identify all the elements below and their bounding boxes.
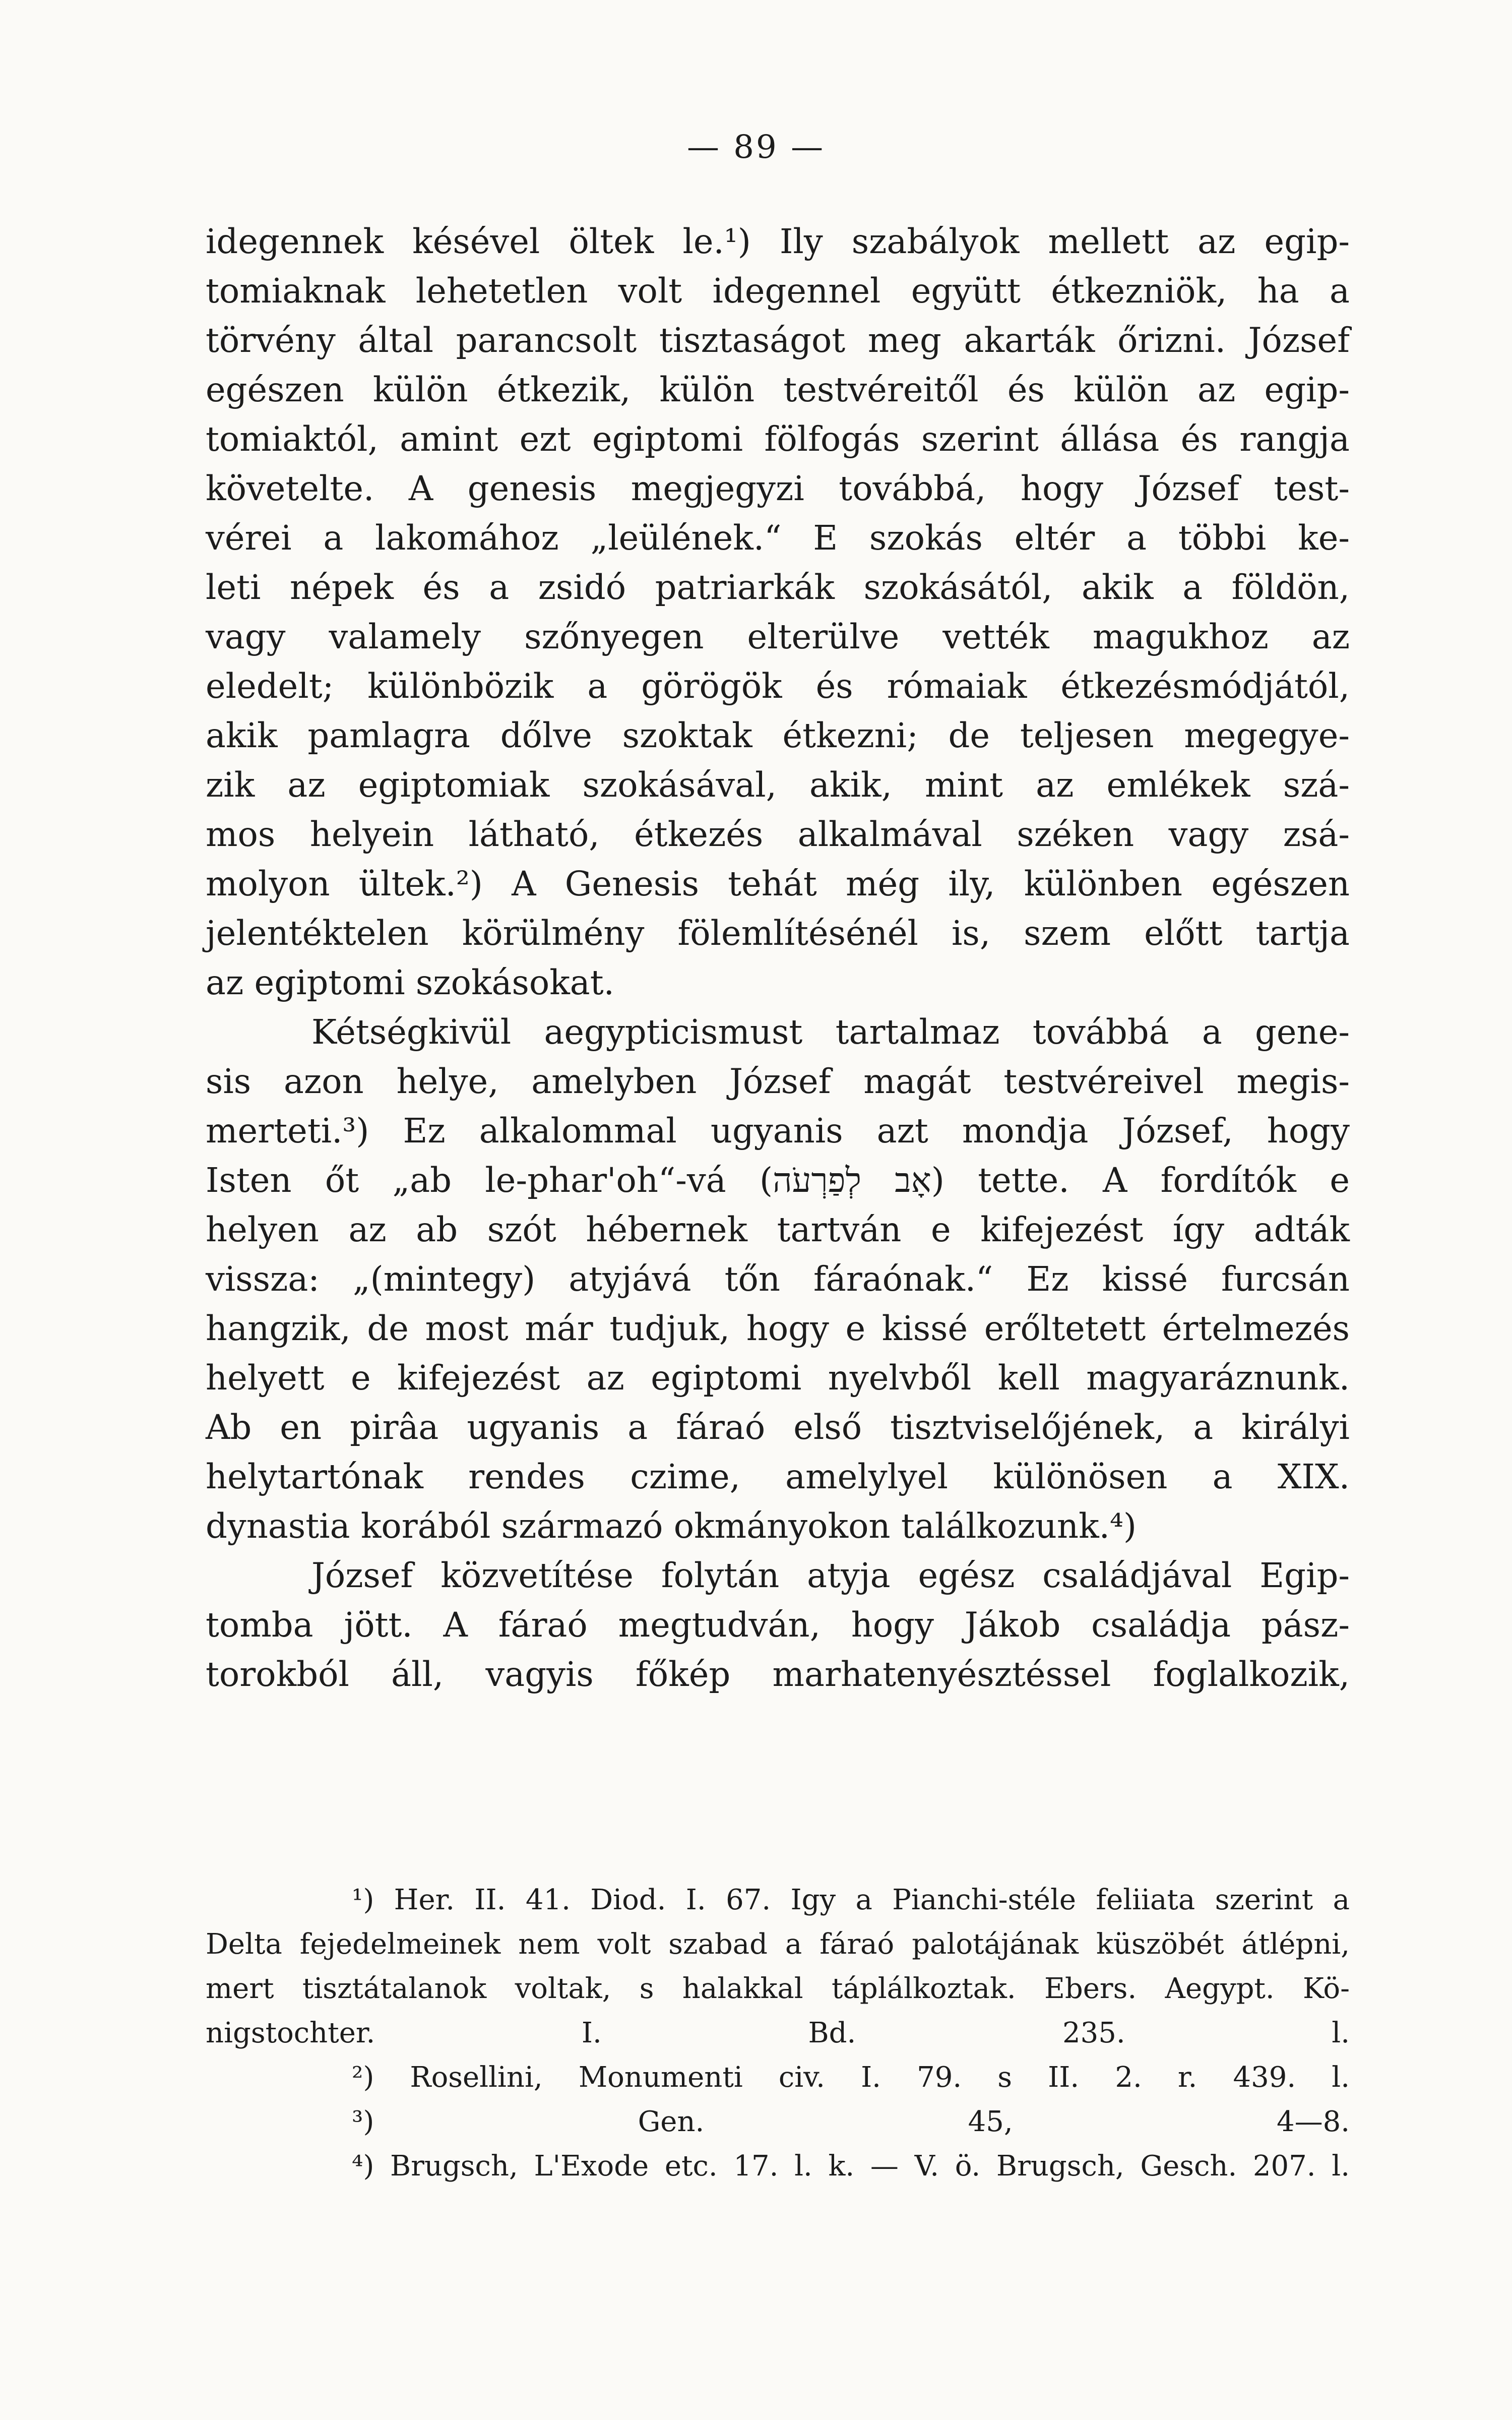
text-line: helyett e kifejezést az egiptomi nyelvből kell magyaráznunk. [206, 1358, 1350, 1398]
text-line: helyen az ab szót hébernek tartván e kifejezést így adták [206, 1210, 1350, 1249]
text-line: tomiaknak lehetetlen volt idegennel együtt étkezniök, ha a [206, 271, 1350, 311]
text-line: Ab en pirâa ugyanis a fáraó első tisztviselőjének, a királyi [206, 1408, 1350, 1447]
paragraph-2 [206, 1007, 1350, 1551]
text-line: idegennek késével öltek le.¹) Ily szabályok mellett az egip- [206, 222, 1350, 261]
text-line: Kétségkivül aegypticismust tartalmaz továbbá a gene- [311, 1012, 1350, 1052]
footnote-line: nigstochter. I. Bd. 235. l. [206, 2017, 1350, 2049]
text-line: zik az egiptomiak szokásával, akik, mint az emlékek szá- [206, 765, 1350, 805]
text-line: akik pamlagra dőlve szoktak étkezni; de teljesen megegye- [206, 716, 1350, 755]
text-line: tomba jött. A fáraó megtudván, hogy Jákob családja pász- [206, 1605, 1350, 1645]
text-line: vérei a lakomához „leülének.“ E szokás eltér a többi ke- [206, 518, 1350, 558]
footnote-line: ¹) Her. II. 41. Diod. I. 67. Igy a Pianchi-stéle feliiata szerint a [352, 1884, 1350, 1916]
text-line: József közvetítése folytán atyja egész családjával Egip- [311, 1556, 1350, 1595]
text-line: egészen külön étkezik, külön testvéreitől és külön az egip- [206, 370, 1350, 409]
text-line: dynastia korából származó okmányokon találkozunk.⁴) [206, 1506, 1137, 1546]
footnote-line: mert tisztátalanok voltak, s halakkal táplálkoztak. Ebers. Aegypt. Kö- [206, 1972, 1350, 2005]
text-line: törvény által parancsolt tisztaságot meg akarták őrizni. József [206, 321, 1350, 360]
footnote-line: ⁴) Brugsch, L'Exode etc. 17. l. k. — V. ö. Brugsch, Gesch. 207. l. [352, 2150, 1350, 2183]
page-number: — 89 — [686, 129, 826, 166]
paragraph-1 [206, 217, 1350, 1007]
text-line: Isten őt „ab le-phar'oh“-vá (אָב לְפַרְעֹה) tette. A fordítók e [206, 1161, 1350, 1200]
text-line: mos helyein látható, étkezés alkalmával széken vagy zsá- [206, 815, 1350, 854]
text-line: helytartónak rendes czime, amelylyel különösen a XIX. [206, 1457, 1350, 1496]
text-line: vissza: „(mintegy) atyjává tőn fáraónak.“ Ez kissé furcsán [206, 1259, 1350, 1299]
footnote-line: Delta fejedelmeinek nem volt szabad a fáraó palotájának küszöbét átlépni, [206, 1928, 1350, 1961]
text-line: hangzik, de most már tudjuk, hogy e kissé erőltetett értelmezés [206, 1309, 1350, 1348]
text-line: tomiaktól, amint ezt egiptomi fölfogás szerint állása és rangja [206, 419, 1350, 459]
text-line: sis azon helye, amelyben József magát testvéreivel megis- [206, 1062, 1350, 1101]
body-text [206, 217, 1350, 1699]
text-line: molyon ültek.²) A Genesis tehát még ily, különben egészen [206, 864, 1350, 903]
text-line: jelentéktelen körülmény fölemlítésénél is, szem előtt tartja [206, 914, 1350, 953]
text-line: torokból áll, vagyis főkép marhatenyésztéssel foglalkozik, [206, 1655, 1350, 1694]
footnote-line: ³) Gen. 45, 4—8. [352, 2105, 1350, 2138]
text-line: eledelt; különbözik a görögök és rómaiak étkezésmódjától, [206, 667, 1350, 706]
footnote-line: ²) Rosellini, Monumenti civ. I. 79. s II. 2. r. 439. l. [352, 2061, 1350, 2094]
text-line: követelte. A genesis megjegyzi továbbá, hogy József test- [206, 469, 1350, 508]
footnotes [206, 1878, 1350, 2189]
paragraph-3 [206, 1551, 1350, 1699]
text-line: merteti.³) Ez alkalommal ugyanis azt mondja József, hogy [206, 1111, 1350, 1151]
text-line: az egiptomi szokásokat. [206, 963, 614, 1002]
text-line: vagy valamely szőnyegen elterülve vették magukhoz az [206, 617, 1350, 656]
text-line: leti népek és a zsidó patriarkák szokásától, akik a földön, [206, 568, 1350, 607]
